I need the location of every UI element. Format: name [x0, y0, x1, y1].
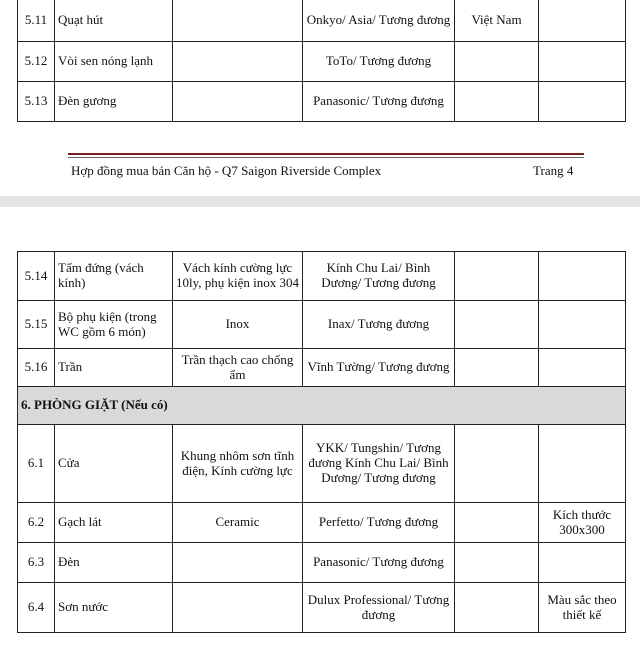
table-row	[18, 252, 626, 301]
item-note	[539, 42, 626, 82]
item-origin	[455, 82, 539, 122]
item-number: 5.11	[18, 0, 55, 42]
item-spec: Inox	[173, 301, 303, 349]
footer-contract-title: Hợp đồng mua bán Căn hộ - Q7 Saigon Riverside Complex	[71, 163, 382, 178]
item-note	[539, 349, 626, 387]
item-origin	[455, 301, 539, 349]
item-brand: Dulux Professional/ Tương đương	[303, 583, 455, 633]
item-brand: Kính Chu Lai/ Bình Dương/ Tương đương	[303, 252, 455, 301]
item-note	[539, 252, 626, 301]
item-note	[539, 0, 626, 42]
item-name: Quạt hút	[55, 0, 173, 42]
item-number: 6.1	[18, 425, 55, 503]
item-origin	[455, 42, 539, 82]
item-spec	[173, 42, 303, 82]
item-number: 6.4	[18, 583, 55, 633]
table-row	[18, 82, 626, 122]
item-brand: Perfetto/ Tương đương	[303, 503, 455, 543]
item-spec	[173, 543, 303, 583]
item-origin	[455, 583, 539, 633]
table-row	[18, 543, 626, 583]
materials-table-bottom	[17, 251, 626, 633]
item-note: Kích thước 300x300	[539, 503, 626, 543]
table-row	[18, 301, 626, 349]
item-brand: YKK/ Tungshin/ Tương đương Kính Chu Lai/ Bình Dương/ Tương đương	[303, 425, 455, 503]
item-number: 5.12	[18, 42, 55, 82]
item-origin	[455, 349, 539, 387]
item-brand: Panasonic/ Tương đương	[303, 543, 455, 583]
item-spec: Vách kính cường lực 10ly, phụ kiện inox 304	[173, 252, 303, 301]
item-number: 6.2	[18, 503, 55, 543]
item-note	[539, 425, 626, 503]
item-origin	[455, 543, 539, 583]
table-row	[18, 425, 626, 503]
item-note	[539, 82, 626, 122]
footer-page-number: Trang 4	[533, 163, 574, 178]
item-note	[539, 543, 626, 583]
page-gap	[0, 196, 640, 207]
item-name: Sơn nước	[55, 583, 173, 633]
item-number: 5.14	[18, 252, 55, 301]
item-brand: ToTo/ Tương đương	[303, 42, 455, 82]
item-spec	[173, 0, 303, 42]
item-name: Gạch lát	[55, 503, 173, 543]
item-origin	[455, 503, 539, 543]
table-row	[18, 503, 626, 543]
item-brand: Vĩnh Tường/ Tương đương	[303, 349, 455, 387]
footer-rule-thin	[68, 157, 584, 158]
table-row	[18, 0, 626, 42]
item-origin	[455, 252, 539, 301]
item-spec: Ceramic	[173, 503, 303, 543]
item-brand: Panasonic/ Tương đương	[303, 82, 455, 122]
item-name: Vòi sen nóng lạnh	[55, 42, 173, 82]
item-origin: Việt Nam	[455, 0, 539, 42]
item-spec	[173, 583, 303, 633]
table-row	[18, 583, 626, 633]
item-note: Màu sắc theo thiết kế	[539, 583, 626, 633]
item-name: Bộ phụ kiện (trong WC gồm 6 món)	[55, 301, 173, 349]
item-number: 5.16	[18, 349, 55, 387]
item-name: Đèn gương	[55, 82, 173, 122]
table-row	[18, 349, 626, 387]
table-row	[18, 42, 626, 82]
item-name: Trần	[55, 349, 173, 387]
item-origin	[455, 425, 539, 503]
item-number: 5.15	[18, 301, 55, 349]
section-title: 6. PHÒNG GIẶT (Nếu có)	[18, 387, 626, 425]
item-spec: Trần thạch cao chống ẩm	[173, 349, 303, 387]
materials-table-top	[17, 0, 626, 122]
item-name: Tấm đứng (vách kính)	[55, 252, 173, 301]
footer-rule	[68, 153, 584, 155]
item-brand: Onkyo/ Asia/ Tương đương	[303, 0, 455, 42]
page-top	[0, 0, 640, 196]
item-spec: Khung nhôm sơn tĩnh điện, Kính cường lực	[173, 425, 303, 503]
item-brand: Inax/ Tương đương	[303, 301, 455, 349]
item-number: 5.13	[18, 82, 55, 122]
page-bottom	[0, 207, 640, 650]
item-name: Cửa	[55, 425, 173, 503]
item-number: 6.3	[18, 543, 55, 583]
item-name: Đèn	[55, 543, 173, 583]
section-header-row	[18, 387, 626, 425]
item-spec	[173, 82, 303, 122]
item-note	[539, 301, 626, 349]
